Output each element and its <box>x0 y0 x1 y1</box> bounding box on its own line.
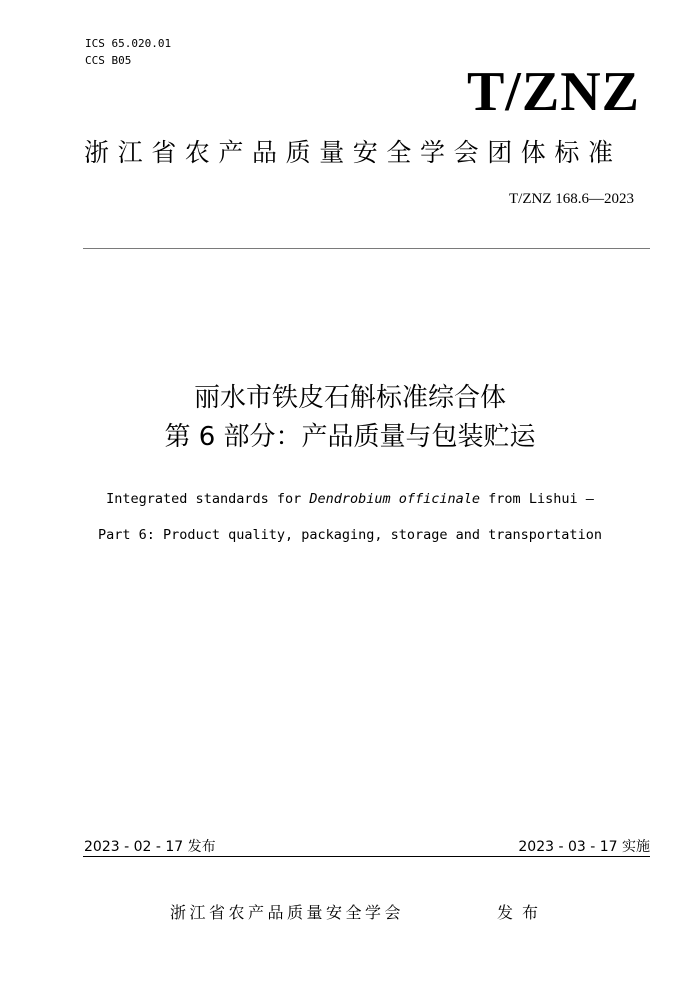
ics-code: ICS 65.020.01 <box>85 37 172 50</box>
issue-date: 2023 - 02 - 17 发布 <box>84 839 216 855</box>
english-title-line-2: Part 6: Product quality, packaging, storage and transportation <box>98 527 602 543</box>
publisher-name: 浙江省农产品质量安全学会 <box>170 903 405 922</box>
footer-divider <box>83 856 650 857</box>
implementation-date: 2023 - 03 - 17 实施 <box>518 839 650 855</box>
document-title-line-2: 第 6 部分：产品质量与包装贮运 <box>164 422 536 452</box>
english-title-line-1 <box>0 490 700 508</box>
english-title-suffix: from Lishui — <box>480 491 594 507</box>
english-title-species: Dendrobium officinale <box>309 491 481 507</box>
header-divider <box>83 248 650 249</box>
ccs-code: CCS B05 <box>85 54 132 67</box>
document-title-line-1: 丽水市铁皮石斛标准综合体 <box>193 383 506 413</box>
standard-logo: T/ZNZ <box>466 61 640 123</box>
organization-standard-title: 浙江省农产品质量安全学会团体标准 <box>84 138 622 167</box>
english-title-prefix: Integrated standards for <box>106 491 310 507</box>
standard-number: T/ZNZ 168.6—2023 <box>509 191 634 207</box>
publish-label: 发布 <box>497 903 548 922</box>
